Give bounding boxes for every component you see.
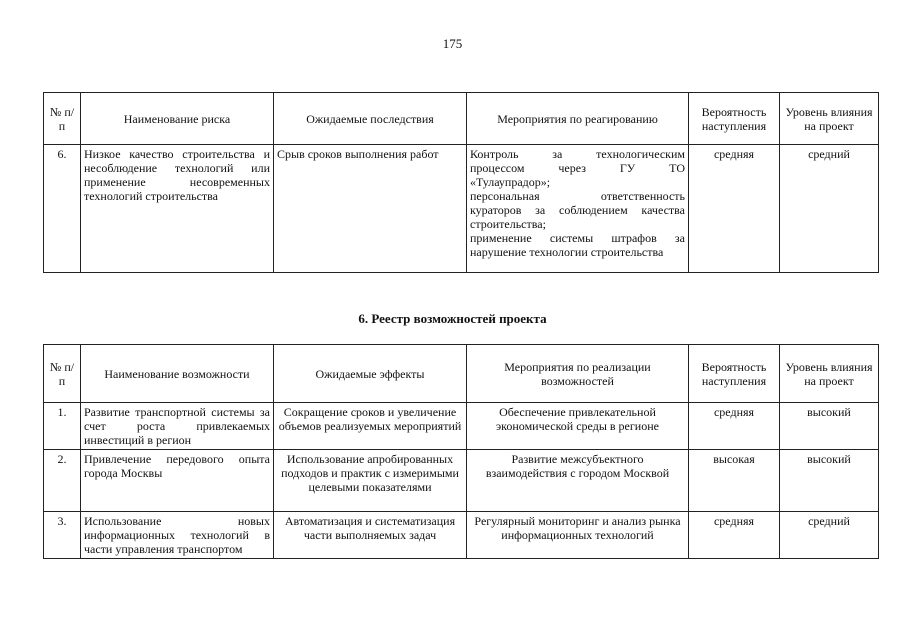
risk-measures [467, 145, 689, 273]
measure-line: кураторов за соблюдением качества [470, 203, 685, 217]
opportunity-impact: высокий [780, 450, 879, 512]
opportunity-probability: средняя [689, 403, 780, 450]
header-risk-name: Наименование риска [81, 93, 274, 145]
risk-name: Низкое качество строительства и несоблюдение технологий или применение несовременных технологий строительства [81, 145, 274, 273]
risk-probability: средняя [689, 145, 780, 273]
header-effects: Ожидаемые эффекты [274, 345, 467, 403]
risk-impact: средний [780, 145, 879, 273]
opportunity-measures: Обеспечение привлекательной экономической среды в регионе [467, 403, 689, 450]
opportunity-measures: Развитие межсубъектного взаимодействия с городом Москвой [467, 450, 689, 512]
opportunity-impact: средний [780, 512, 879, 559]
opportunities-table [43, 344, 879, 559]
measure-line: строительства; [470, 217, 546, 231]
opportunity-effects: Сокращение сроков и увеличение объемов реализуемых мероприятий [274, 403, 467, 450]
row-num: 1. [44, 403, 81, 450]
opp-table-header-row [44, 345, 879, 403]
section-title: 6. Реестр возможностей проекта [358, 311, 547, 326]
table-row [44, 145, 879, 273]
measure-line: «Тулаупрадор»; [470, 175, 551, 189]
header-impact: Уровень влияния на проект [780, 345, 879, 403]
table-row [44, 450, 879, 512]
header-probability: Вероятность наступления [689, 93, 780, 145]
opportunity-name: Привлечение передового опыта города Москвы [81, 450, 274, 512]
opportunity-impact: высокий [780, 403, 879, 450]
measure-line: процессом через ГУ ТО [470, 161, 685, 175]
row-num: 6. [44, 145, 81, 273]
opportunity-effects: Использование апробированных подходов и практик с измеримыми целевыми показателями [274, 450, 467, 512]
risk-table [43, 92, 879, 273]
table-row [44, 403, 879, 450]
table-row [44, 512, 879, 559]
row-num: 3. [44, 512, 81, 559]
header-measures: Мероприятия по реализации возможностей [467, 345, 689, 403]
header-probability: Вероятность наступления [689, 345, 780, 403]
opportunity-name: Развитие транспортной системы за счет роста привлекаемых инвестиций в регион [81, 403, 274, 450]
header-num: № п/п [44, 345, 81, 403]
header-consequences: Ожидаемые последствия [274, 93, 467, 145]
measure-line: нарушение технологии строительства [470, 245, 664, 259]
header-num: № п/п [44, 93, 81, 145]
measure-line: применение системы штрафов за [470, 231, 685, 245]
header-opportunity-name: Наименование возможности [81, 345, 274, 403]
risk-table-header-row [44, 93, 879, 145]
opportunity-effects: Автоматизация и систематизация части выполняемых задач [274, 512, 467, 559]
risk-consequences: Срыв сроков выполнения работ [274, 145, 467, 273]
opportunity-probability: средняя [689, 512, 780, 559]
header-impact: Уровень влияния на проект [780, 93, 879, 145]
opportunity-probability: высокая [689, 450, 780, 512]
measure-line: Контроль за технологическим [470, 147, 685, 161]
opportunity-name: Использование новых информационных технологий в части управления транспортом [81, 512, 274, 559]
page-number: 175 [442, 36, 463, 51]
measure-line: персональная ответственность [470, 189, 685, 203]
row-num: 2. [44, 450, 81, 512]
opportunity-measures: Регулярный мониторинг и анализ рынка информационных технологий [467, 512, 689, 559]
header-measures: Мероприятия по реагированию [467, 93, 689, 145]
